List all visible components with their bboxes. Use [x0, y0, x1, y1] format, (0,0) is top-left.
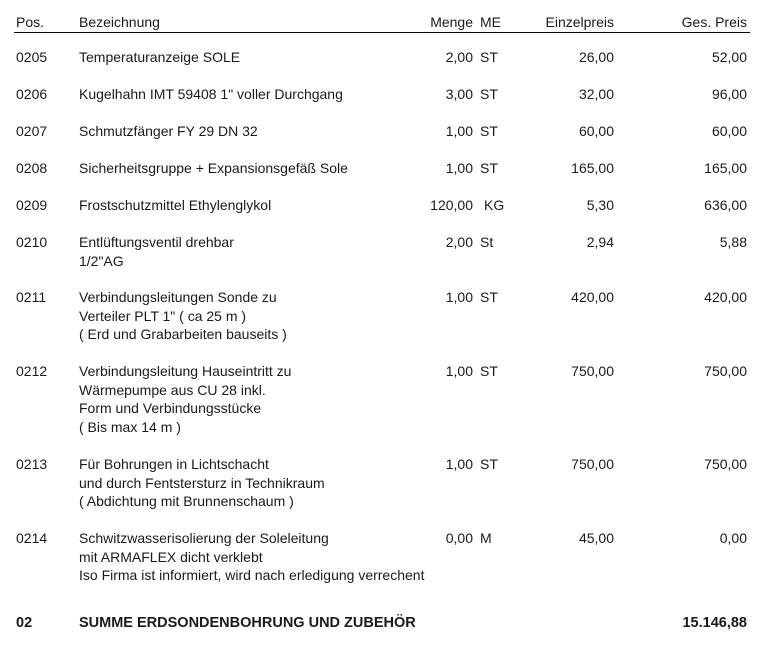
- description-line: Iso Firma ist informiert, wird nach erledigung verrechent: [79, 567, 425, 583]
- row-einzelpreis: 32,00: [578, 86, 614, 102]
- description-line: Schmutzfänger FY 29 DN 32: [79, 123, 258, 139]
- row-gespreis: 60,00: [711, 123, 747, 139]
- row-einzelpreis: 5,30: [586, 197, 614, 213]
- row-gespreis: 52,00: [711, 49, 747, 65]
- header-menge: Menge: [430, 14, 473, 30]
- row-gespreis: 5,88: [719, 234, 747, 250]
- row-menge: 2,00: [445, 49, 473, 65]
- row-einzelpreis: 60,00: [578, 123, 614, 139]
- description-line: Temperaturanzeige SOLE: [79, 49, 241, 65]
- description-line: Schwitzwasserisolierung der Soleleitung: [79, 530, 329, 546]
- row-description: [79, 122, 258, 141]
- description-line: Wärmepumpe aus CU 28 inkl.: [79, 381, 266, 398]
- row-menge: 1,00: [445, 456, 473, 472]
- header-einzelpreis: Einzelpreis: [545, 14, 614, 30]
- row-gespreis: 750,00: [704, 456, 747, 472]
- row-menge: 2,00: [445, 234, 473, 250]
- row-description: [79, 48, 240, 67]
- row-einzelpreis: 165,00: [571, 160, 614, 176]
- row-description: [79, 362, 291, 436]
- description-line: Verbindungsleitungen Sonde zu: [79, 289, 277, 305]
- row-description: [79, 196, 271, 215]
- row-menge: 1,00: [445, 123, 473, 139]
- table-header: [0, 12, 784, 32]
- row-pos: 0207: [16, 123, 48, 139]
- row-pos: 0211: [16, 289, 47, 305]
- description-line: und durch Fentstersturz in Technikraum: [79, 474, 325, 491]
- row-einzelpreis: 45,00: [578, 530, 614, 546]
- row-menge: 1,00: [445, 160, 473, 176]
- row-pos: 0206: [16, 86, 48, 102]
- row-description: [79, 233, 234, 270]
- description-line: ( Abdichtung mit Brunnenschaum ): [79, 493, 294, 509]
- row-einzelpreis: 26,00: [578, 49, 614, 65]
- row-me: St: [480, 234, 494, 250]
- row-einzelpreis: 750,00: [571, 456, 614, 472]
- description-line: ( Bis max 14 m ): [79, 418, 181, 435]
- description-line: ( Erd und Grabarbeiten bauseits ): [79, 326, 287, 342]
- description-line: Für Bohrungen in Lichtschacht: [79, 456, 269, 472]
- total-label: SUMME ERDSONDENBOHRUNG UND ZUBEHÖR: [79, 615, 416, 631]
- row-gespreis: 165,00: [704, 160, 747, 176]
- description-line: Verbindungsleitung Hauseintritt zu: [79, 363, 292, 379]
- row-gespreis: 420,00: [704, 289, 747, 305]
- row-me: ST: [480, 363, 498, 379]
- row-me: ST: [480, 160, 498, 176]
- row-description: [79, 85, 343, 104]
- description-line: mit ARMAFLEX dicht verklebt: [79, 548, 263, 565]
- row-menge: 1,00: [445, 289, 473, 305]
- row-me: ST: [480, 86, 498, 102]
- row-gespreis: 96,00: [711, 86, 747, 102]
- row-einzelpreis: 2,94: [586, 234, 614, 250]
- description-line: Form und Verbindungsstücke: [79, 400, 262, 416]
- row-menge: 1,00: [445, 363, 473, 379]
- total-pos: 02: [16, 615, 33, 631]
- row-me: ST: [480, 123, 498, 139]
- description-line: 1/2"AG: [79, 252, 124, 269]
- row-description: [79, 529, 424, 585]
- description-line: Entlüftungsventil drehbar: [79, 234, 234, 250]
- header-pos: Pos.: [16, 14, 45, 30]
- row-pos: 0209: [16, 197, 48, 213]
- row-menge: 0,00: [445, 530, 473, 546]
- row-pos: 0212: [16, 363, 48, 379]
- row-description: [79, 288, 287, 344]
- row-pos: 0213: [16, 456, 48, 472]
- header-gespreis: Ges. Preis: [681, 14, 747, 30]
- row-einzelpreis: 420,00: [571, 289, 614, 305]
- description-line: Verteiler PLT 1" ( ca 25 m ): [79, 307, 247, 324]
- header-bezeichnung: Bezeichnung: [79, 14, 160, 30]
- row-me: ST: [480, 456, 498, 472]
- row-menge: 3,00: [445, 86, 473, 102]
- row-pos: 0210: [16, 234, 48, 250]
- description-line: Kugelhahn IMT 59408 1" voller Durchgang: [79, 86, 343, 102]
- row-me: ST: [480, 49, 498, 65]
- header-rule: [14, 32, 750, 33]
- description-line: Frostschutzmittel Ethylenglykol: [79, 197, 272, 213]
- row-me: ST: [480, 289, 498, 305]
- row-pos: 0205: [16, 49, 48, 65]
- row-gespreis: 636,00: [704, 197, 747, 213]
- row-me: KG: [484, 197, 505, 213]
- row-description: [79, 159, 348, 178]
- row-description: [79, 455, 325, 511]
- description-line: Sicherheitsgruppe + Expansionsgefäß Sole: [79, 160, 348, 176]
- header-me: ME: [480, 14, 501, 30]
- row-pos: 0214: [16, 530, 48, 546]
- total-amount: 15.146,88: [682, 615, 747, 631]
- row-menge: 120,00: [430, 197, 473, 213]
- row-gespreis: 0,00: [719, 530, 747, 546]
- row-pos: 0208: [16, 160, 48, 176]
- row-einzelpreis: 750,00: [571, 363, 614, 379]
- row-gespreis: 750,00: [704, 363, 747, 379]
- row-me: M: [480, 530, 492, 546]
